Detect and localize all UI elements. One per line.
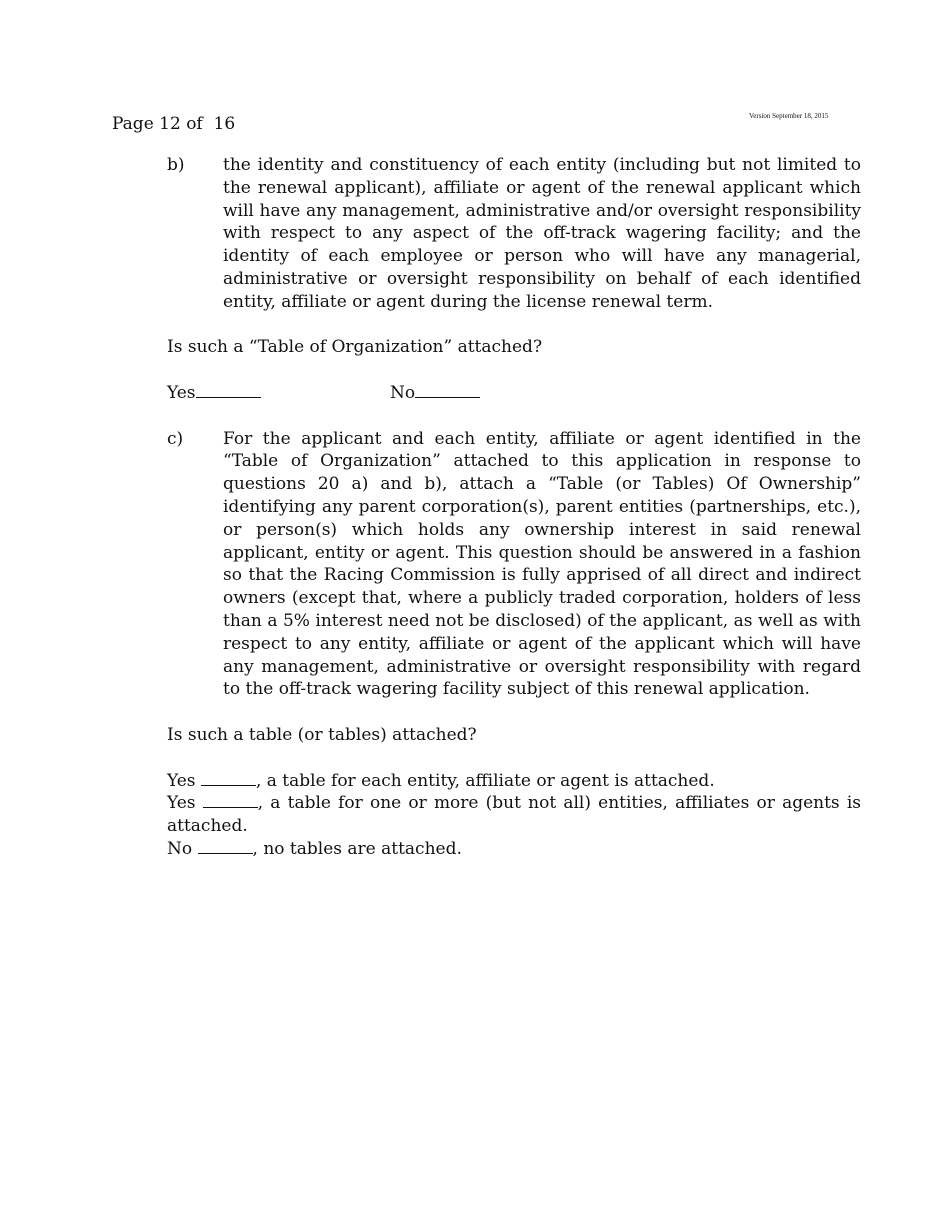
item-b-text: the identity and constituency of each entity (including but not limited to the renewal applicant), affiliate or agent of the renewal applicant which will have any management, administrative and/or oversight responsibility with respect to any aspect of the off-track wagering facility; and the identity of each employee or person who will have any managerial, administrative or oversight responsibility on behalf of each identified entity, affiliate or agent during the license renewal term.: [223, 155, 861, 312]
option-prefix: No: [167, 838, 198, 859]
yes-blank[interactable]: [196, 382, 261, 398]
option-text: , no tables are attached.: [252, 838, 462, 859]
option-all-tables: [167, 770, 861, 793]
option-text: , a table for one or more (but not all) entities, affiliates or agents is attached.: [167, 793, 861, 837]
option-no-tables: [167, 838, 861, 861]
option-text: , a table for each entity, affiliate or agent is attached.: [255, 770, 715, 791]
option-prefix: Yes: [167, 793, 203, 814]
option-blank[interactable]: [203, 792, 258, 808]
version-date: Version September 18, 2015: [749, 112, 829, 120]
yes-no-answer: [167, 382, 861, 405]
yes-label: Yes: [167, 382, 196, 403]
item-c: [167, 428, 861, 702]
item-b: [167, 154, 861, 314]
page-number: Page 12 of 16: [112, 114, 236, 134]
document-body: [167, 154, 861, 861]
question-tables-of-ownership: Is such a table (or tables) attached?: [167, 724, 477, 745]
option-blank[interactable]: [198, 838, 253, 854]
item-b-label: b): [167, 155, 185, 175]
no-label: No: [390, 382, 416, 403]
item-c-label: c): [167, 428, 184, 449]
no-blank[interactable]: [415, 382, 480, 398]
option-blank[interactable]: [201, 770, 256, 786]
no-field[interactable]: [390, 382, 480, 405]
option-some-tables: [167, 792, 861, 838]
yes-field[interactable]: [167, 382, 390, 405]
question-table-of-organization: Is such a “Table of Organization” attached?: [167, 337, 543, 358]
option-prefix: Yes: [167, 770, 201, 791]
item-c-text: For the applicant and each entity, affiliate or agent identified in the “Table of Organization” attached to this application in response to questions 20 a) and b), attach a “Table (or Tables) Of Ownership” identifying any parent corporation(s), parent entities (partnerships, etc.), or person(s) which holds any ownership interest in said renewal applicant, entity or agent. This question should be answered in a fashion so that the Racing Commission is fully apprised of all direct and indirect owners (except that, where a publicly traded corporation, holders of less than a 5% interest need not be disclosed) of the applicant, as well as with respect to any entity, affiliate or agent of the applicant which will have any management, administrative or oversight responsibility with regard to the off-track wagering facility subject of this renewal application.: [223, 428, 861, 700]
